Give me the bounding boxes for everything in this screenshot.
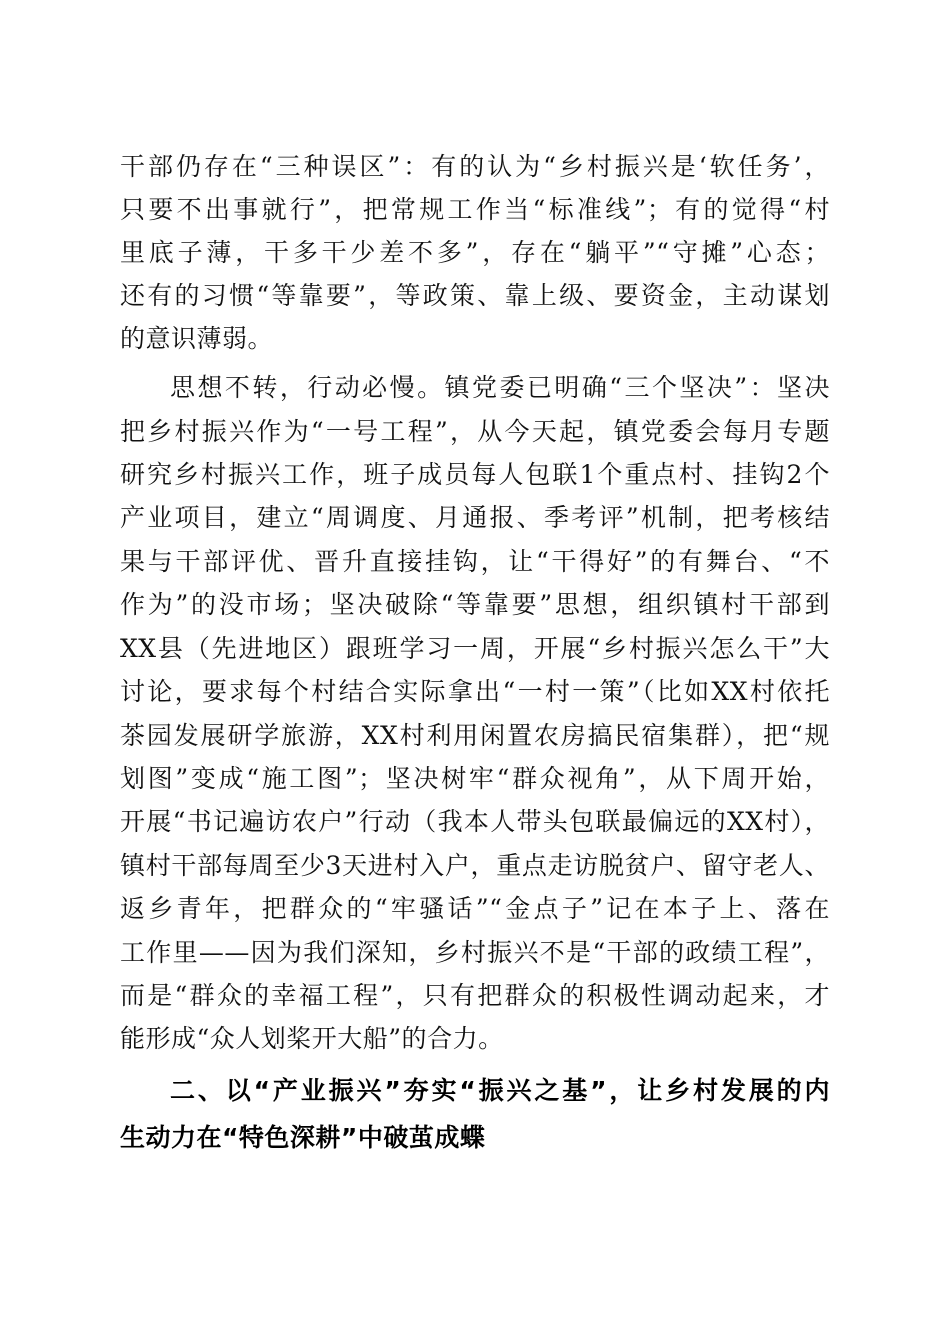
paragraph-1-line-5 bbox=[0, 317, 950, 361]
text-line: 开展“书记遍访农户”行动（我本人带头包联最偏远的XX村）， bbox=[120, 807, 830, 836]
paragraph-2-line-12 bbox=[0, 844, 950, 888]
text-line: 的意识薄弱。 bbox=[120, 324, 274, 353]
text-line: 只要不出事就行”，把常规工作当“标准线”；有的觉得“村 bbox=[120, 195, 830, 224]
section-heading-line-1 bbox=[0, 1069, 950, 1113]
text-line: 思想不转，行动必慢。镇党委已明确“三个坚决”：坚决 bbox=[170, 373, 830, 402]
text-line: 返乡青年，把群众的“牢骚话”“金点子”记在本子上、落在 bbox=[120, 894, 830, 923]
text-line: 产业项目，建立“周调度、月通报、季考评”机制，把考核结 bbox=[120, 503, 830, 532]
paragraph-2-line-4 bbox=[0, 496, 950, 540]
paragraph-2-line-5 bbox=[0, 540, 950, 584]
paragraph-1-line-2 bbox=[0, 188, 950, 232]
text-line: 干部仍存在“三种误区”：有的认为“乡村振兴是‘软任务’， bbox=[120, 152, 830, 181]
paragraph-2-line-14 bbox=[0, 931, 950, 975]
paragraph-2-line-9 bbox=[0, 714, 950, 758]
paragraph-2-line-13 bbox=[0, 887, 950, 931]
paragraph-2-line-6 bbox=[0, 583, 950, 627]
paragraph-1-line-1 bbox=[0, 145, 950, 189]
text-line: 研究乡村振兴工作，班子成员每人包联1个重点村、挂钩2个 bbox=[120, 460, 830, 489]
paragraph-2-line-11 bbox=[0, 800, 950, 844]
paragraph-2-line-10 bbox=[0, 757, 950, 801]
paragraph-2-line-15 bbox=[0, 974, 950, 1018]
text-line: 还有的习惯“等靠要”，等政策、靠上级、要资金，主动谋划 bbox=[120, 281, 830, 310]
text-line: 划图”变成“施工图”；坚决树牢“群众视角”，从下周开始， bbox=[120, 764, 830, 793]
text-line: 讨论，要求每个村结合实际拿出“一村一策”（比如XX村依托 bbox=[120, 677, 830, 706]
text-line: 里底子薄，干多干少差不多”，存在“躺平”“守摊”心态； bbox=[120, 238, 830, 267]
heading-text: 二、以“产业振兴”夯实“振兴之基”，让乡村发展的内 bbox=[170, 1076, 830, 1105]
paragraph-2-line-3 bbox=[0, 453, 950, 497]
text-line: 茶园发展研学旅游，XX村利用闲置农房搞民宿集群），把“规 bbox=[120, 721, 830, 750]
paragraph-1-line-3 bbox=[0, 231, 950, 275]
paragraph-1-line-4 bbox=[0, 274, 950, 318]
text-line: 工作里——因为我们深知，乡村振兴不是“干部的政绩工程”， bbox=[120, 938, 830, 967]
text-line: 能形成“众人划桨开大船”的合力。 bbox=[120, 1024, 504, 1053]
heading-text: 生动力在“特色深耕”中破茧成蝶 bbox=[120, 1123, 486, 1152]
text-line: 作为”的没市场；坚决破除“等靠要”思想，组织镇村干部到 bbox=[120, 590, 830, 619]
text-line: 果与干部评优、晋升直接挂钩，让“干得好”的有舞台、“不 bbox=[120, 547, 830, 576]
paragraph-2-line-16 bbox=[0, 1017, 950, 1061]
text-line: XX县（先进地区）跟班学习一周，开展“乡村振兴怎么干”大 bbox=[120, 634, 830, 663]
paragraph-2-line-8 bbox=[0, 670, 950, 714]
paragraph-2-line-2 bbox=[0, 410, 950, 454]
text-line: 镇村干部每周至少3天进村入户，重点走访脱贫户、留守老人、 bbox=[120, 851, 830, 880]
section-heading-line-2 bbox=[0, 1116, 950, 1160]
paragraph-2-line-7 bbox=[0, 627, 950, 671]
text-line: 把乡村振兴作为“一号工程”，从今天起，镇党委会每月专题 bbox=[120, 417, 830, 446]
text-line: 而是“群众的幸福工程”，只有把群众的积极性调动起来，才 bbox=[120, 981, 830, 1010]
paragraph-2-line-1 bbox=[0, 366, 950, 410]
